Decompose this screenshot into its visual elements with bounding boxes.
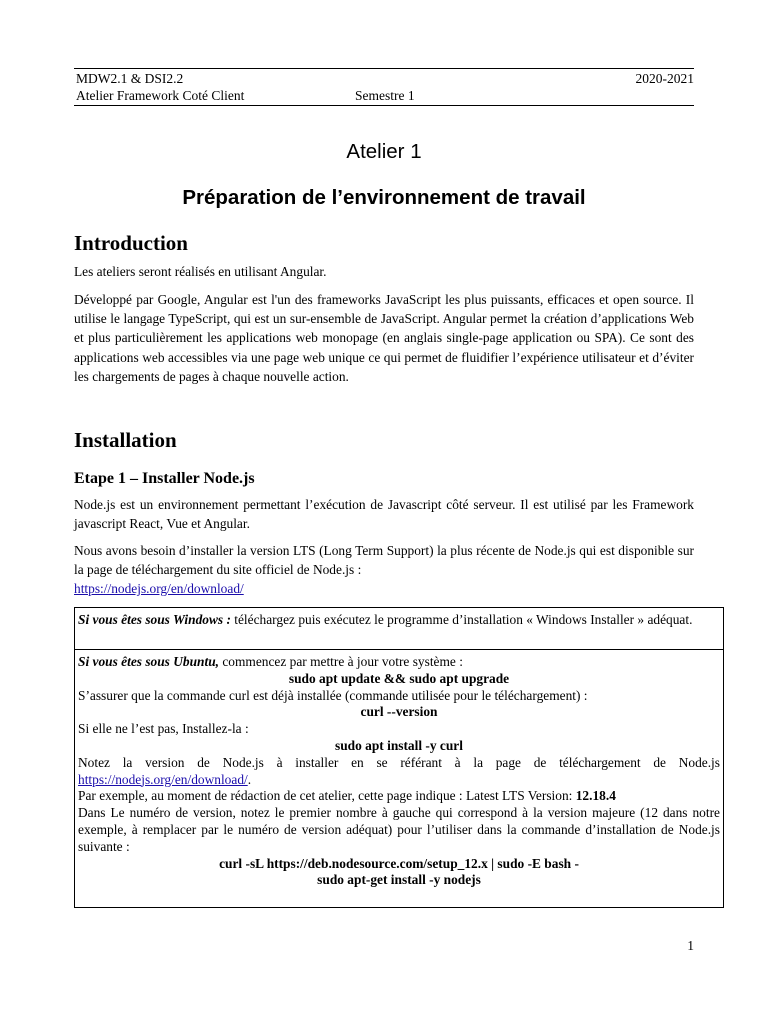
instructions-box xyxy=(74,607,724,908)
windows-text: téléchargez puis exécutez le programme d’installation « Windows Installer » adéquat. xyxy=(230,612,693,627)
ubuntu-label: Si vous êtes sous Ubuntu, xyxy=(78,654,220,669)
header-row-2 xyxy=(76,88,694,104)
lts-paragraph-text: Nous avons besoin d’installer la version LTS (Long Term Support) la plus récente de Node.js qui est disponible sur la page de téléchargement du site officiel de Node.js : xyxy=(74,543,694,578)
example-text: Par exemple, au moment de rédaction de cet atelier, cette page indique : Latest LTS Version: xyxy=(78,788,576,804)
header-top-rule xyxy=(74,68,694,69)
note-download-link[interactable]: https://nodejs.org/en/download/ xyxy=(78,771,248,787)
introduction-heading: Introduction xyxy=(74,231,188,255)
installation-heading: Installation xyxy=(74,428,177,452)
cmd-update: sudo apt update && sudo apt upgrade xyxy=(288,670,510,686)
install-curl-text: Si elle ne l’est pas, Installez-la : xyxy=(78,721,249,737)
page-number: 1 xyxy=(687,938,694,953)
lts-paragraph xyxy=(74,541,694,599)
note-link-suffix: . xyxy=(247,771,252,787)
example-version: 12.18.4 xyxy=(575,788,616,804)
cmd-setup: curl -sL https://deb.nodesource.com/setup_12.x | sudo -E bash - xyxy=(219,855,579,871)
document-title: Atelier 1 xyxy=(346,140,422,163)
windows-label: Si vous êtes sous Windows : xyxy=(78,612,231,627)
cmd-install-curl: sudo apt install -y curl xyxy=(335,737,463,753)
header-course: MDW2.1 & DSI2.2 xyxy=(76,71,184,86)
step-1-heading: Etape 1 – Installer Node.js xyxy=(74,470,255,487)
header-year: 2020-2021 xyxy=(635,71,694,86)
nodejs-paragraph: Node.js est un environnement permettant l’exécution de Javascript côté serveur. Il est utilisé par les Framework javascript React, Vue et Angular. xyxy=(74,497,694,532)
header-semester: Semestre 1 xyxy=(355,88,415,103)
cmd-curl-version: curl --version xyxy=(360,704,438,720)
header-module: Atelier Framework Coté Client xyxy=(76,88,245,103)
nodejs-download-link[interactable]: https://nodejs.org/en/download/ xyxy=(74,581,244,597)
header-row-1 xyxy=(76,71,694,87)
intro-paragraph-2: Développé par Google, Angular est l'un des frameworks JavaScript les plus puissants, efficaces et open source. Il utilise le langage TypeScript, qui est un sur-ensemble de JavaScript. Angular permet la création d’applications Web et plus particulièrement les applications web monopage (en anglais single-page application ou SPA). Ce sont des applications web accessibles via une page web unique ce qui permet de fluidifier l’expérience utilisateur et d’éviter les chargements de pages à chaque nouvelle action. xyxy=(74,292,694,384)
document-page xyxy=(74,0,720,1024)
curl-check-text: S’assurer que la commande curl est déjà installée (commande utilisée pour le téléchargement) : xyxy=(78,687,588,703)
version-note: Dans Le numéro de version, notez le premier nombre à gauche qui correspond à la version majeure (12 dans notre exemple, à remplacer par le numéro de version adéquat) pour l’utiliser dans la commande d’installation de Node.js suivante : xyxy=(78,805,720,854)
cmd-install-node: sudo apt-get install -y nodejs xyxy=(317,872,481,888)
box-separator xyxy=(75,649,723,650)
intro-paragraph-1: Les ateliers seront réalisés en utilisant Angular. xyxy=(74,264,327,279)
ubuntu-text: commencez par mettre à jour votre système : xyxy=(219,654,463,669)
document-subtitle: Préparation de l’environnement de travail xyxy=(182,186,586,209)
ubuntu-instructions xyxy=(78,654,720,889)
windows-instructions xyxy=(78,612,720,629)
note-version-text: Notez la version de Node.js à installer en se référant à la page de téléchargement de Node.js xyxy=(78,754,720,770)
header-bottom-rule xyxy=(74,105,694,106)
